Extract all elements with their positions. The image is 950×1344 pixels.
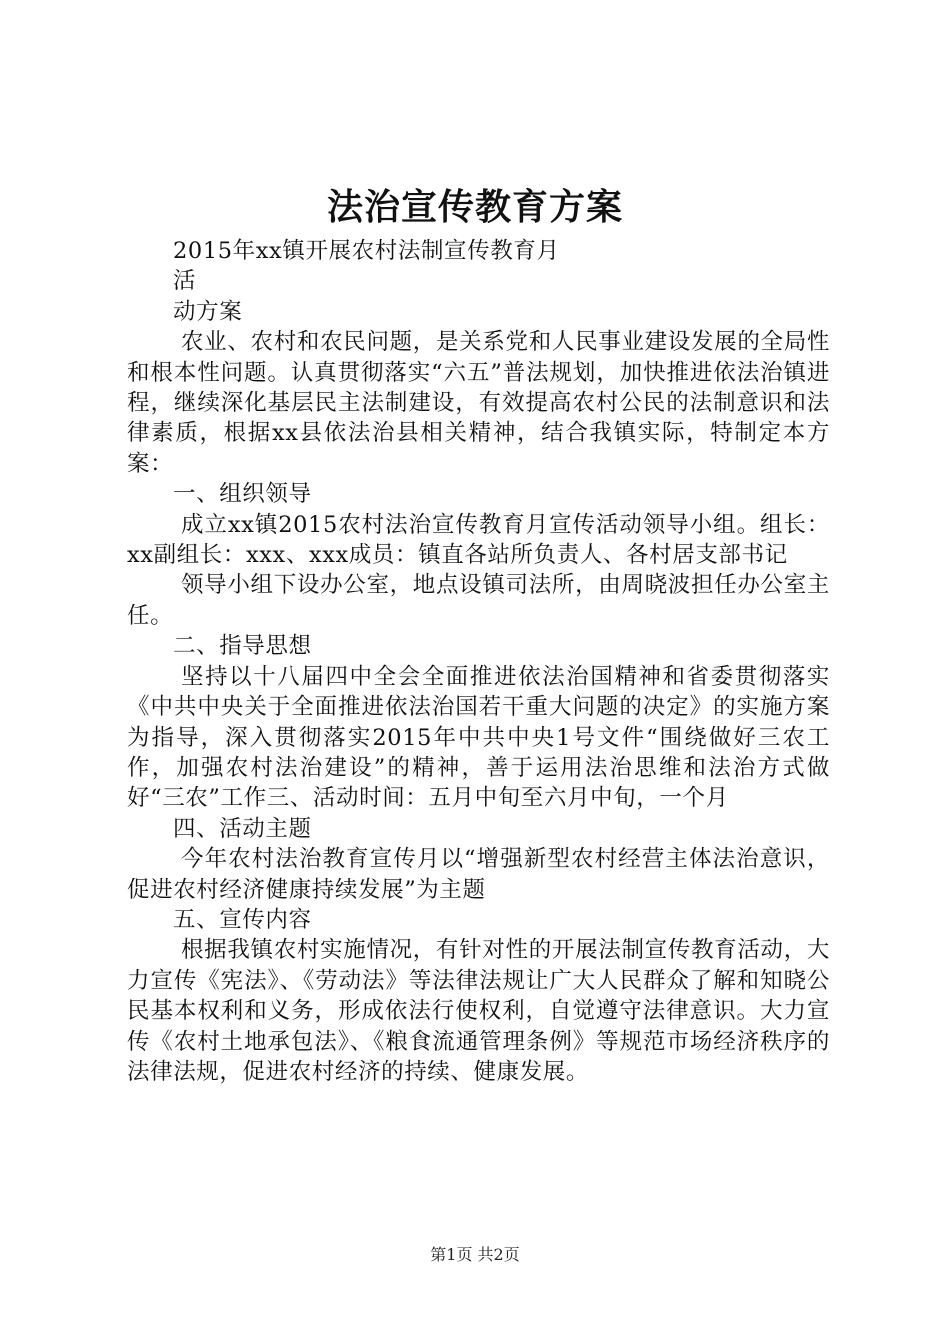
- section-heading-guidance: 二、指导思想: [173, 633, 312, 660]
- subtitle-line-2: 活: [173, 268, 197, 295]
- section-heading-organization: 一、组织领导: [173, 481, 312, 508]
- office-paragraph: 领导小组下设办公室，地点设镇司法所，由周晓波担任办公室主任。: [127, 572, 830, 629]
- page-footer: 第1页 共2页: [430, 1245, 520, 1264]
- section-heading-content: 五、宣传内容: [173, 906, 312, 933]
- document-body: [127, 236, 830, 1087]
- organization-paragraph: 成立xx镇2015农村法治宣传教育月宣传活动领导小组。组长：xx副组长：xxx、xxx成员：镇直各站所负责人、各村居支部书记: [127, 511, 830, 569]
- theme-paragraph: 今年农村法治教育宣传月以“增强新型农村经营主体法治意识，促进农村经济健康持续发展”为主题: [127, 846, 830, 903]
- intro-paragraph: 农业、农村和农民问题，是关系党和人民事业建设发展的全局性和根本性问题。认真贯彻落实“六五”普法规划，加快推进依法治镇进程，继续深化基层民主法制建设，有效提高农村公民的法制意识和法律素质，根据xx县依法治县相关精神，结合我镇实际，特制定本方案：: [127, 329, 830, 477]
- subtitle-line-1: 2015年xx镇开展农村法制宣传教育月: [173, 238, 560, 264]
- section-heading-theme: 四、活动主题: [173, 815, 312, 842]
- content-paragraph: 根据我镇农村实施情况，有针对性的开展法制宣传教育活动，大力宣传《宪法》、《劳动法》等法律法规让广大人民群众了解和知晓公民基本权利和义务，形成依法行使权利，自觉遵守法律意识。大力宣传《农村土地承包法》、《粮食流通管理条例》等规范市场经济秩序的法律法规，促进农村经济的持续、健康发展。: [127, 937, 830, 1085]
- guidance-paragraph: 坚持以十八届四中全会全面推进依法治国精神和省委贯彻落实《中共中央关于全面推进依法治国若干重大问题的决定》的实施方案为指导，深入贯彻落实2015年中共中央1号文件“围绕做好三农工作，加强农村法治建设”的精神，善于运用法治思维和法治方式做好“三农”工作三、活动时间：五月中旬至六月中旬，一个月: [127, 663, 830, 812]
- document-title: 法治宣传教育方案: [326, 186, 623, 228]
- subtitle-line-3: 动方案: [173, 298, 243, 325]
